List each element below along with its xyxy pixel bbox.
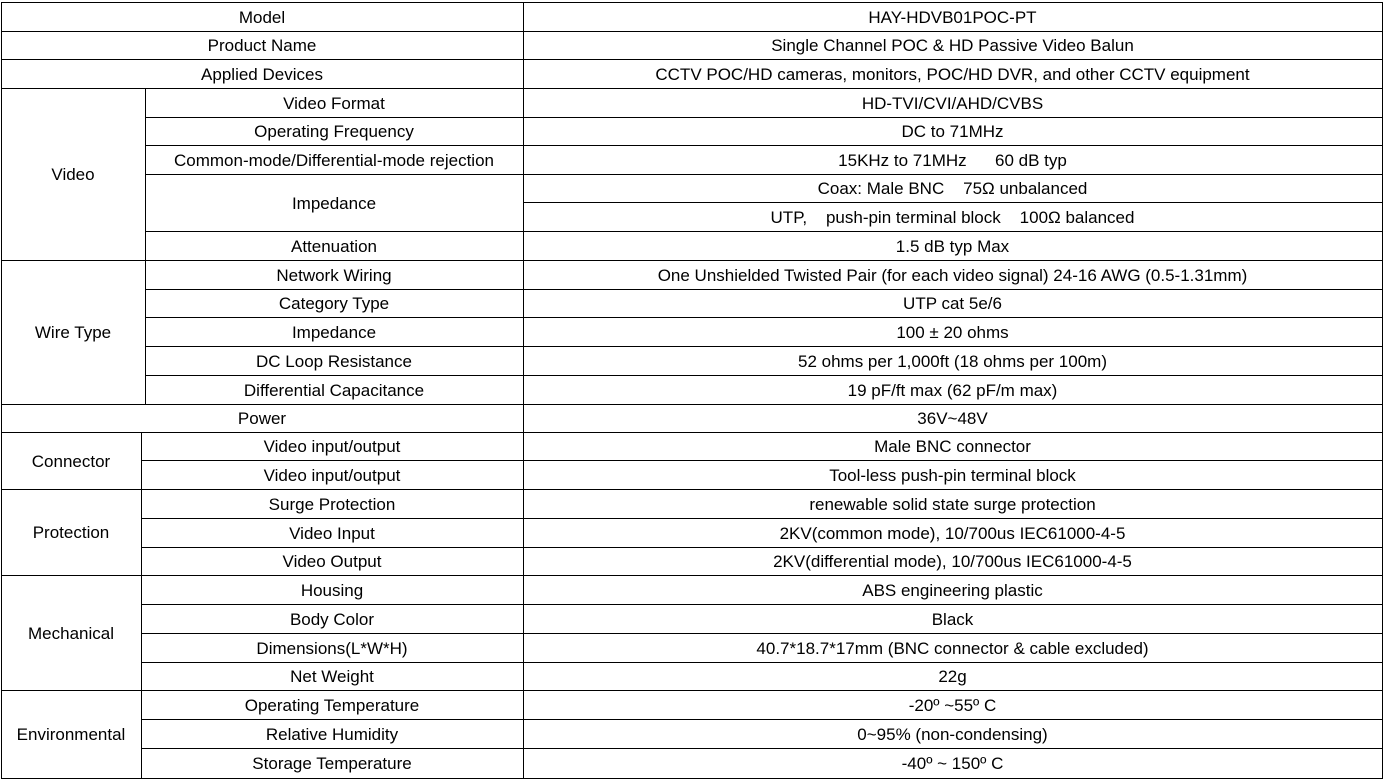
spec-label: Differential Capacitance: [243, 380, 425, 400]
spec-label: Housing: [300, 580, 364, 600]
table-border-right: [1382, 2, 1383, 779]
spec-value: 2KV(differential mode), 10/700us IEC61000-4-5: [773, 552, 1132, 571]
spec-value: 22g: [938, 667, 967, 686]
spec-value: UTP, push-pin terminal block 100Ω balanced: [770, 207, 1135, 227]
spec-label: Body Color: [289, 609, 375, 629]
spec-value: -40º ~ 150º C: [901, 754, 1004, 773]
spec-label: Common-mode/Differential-mode rejection: [174, 150, 494, 170]
group-label-video: Video: [51, 165, 95, 184]
spec-label: Video input/output: [263, 465, 401, 485]
spec-value: renewable solid state surge protection: [809, 494, 1096, 514]
spec-label: Net Weight: [290, 667, 374, 686]
spec-value: 52 ohms per 1,000ft (18 ohms per 100m): [798, 351, 1107, 371]
spec-label: Relative Humidity: [265, 724, 399, 744]
spec-label: Operating Temperature: [244, 695, 420, 715]
spec-value: Male BNC connector: [874, 437, 1031, 456]
spec-label: Surge Protection: [268, 494, 396, 514]
spec-label: DC Loop Resistance: [256, 351, 412, 371]
spec-value: ABS engineering plastic: [862, 580, 1043, 600]
spec-value: DC to 71MHz: [901, 122, 1004, 141]
spec-label: Network Wiring: [276, 265, 392, 285]
spec-label: Dimensions(L*W*H): [256, 638, 408, 658]
spec-value: 15KHz to 71MHz 60 dB typ: [838, 150, 1067, 170]
row-label-model: Model: [238, 7, 286, 27]
spec-value: 1.5 dB typ Max: [895, 236, 1010, 256]
group-label-connector: Connector: [31, 451, 111, 471]
spec-label: Video input/output: [263, 437, 401, 456]
spec-value: -20º ~55º C: [908, 695, 997, 715]
spec-label: Video Format: [283, 93, 385, 113]
spec-value: 100 ± 20 ohms: [896, 322, 1009, 342]
spec-value: UTP cat 5e/6: [903, 294, 1002, 313]
spec-label: Category Type: [278, 294, 390, 313]
spec-value: 2KV(common mode), 10/700us IEC61000-4-5: [779, 523, 1126, 543]
row-value-product-name: Single Channel POC & HD Passive Video Balun: [771, 36, 1134, 55]
spec-label: Operating Frequency: [254, 122, 414, 141]
spec-label: Impedance: [291, 193, 377, 213]
spec-label: Impedance: [291, 322, 377, 342]
spec-label: Storage Temperature: [252, 754, 412, 773]
row-label-power: Power: [237, 409, 287, 428]
row-value-applied-devices: CCTV POC/HD cameras, monitors, POC/HD DVR, and other CCTV equipment: [655, 64, 1250, 84]
group-label-wire-type: Wire Type: [34, 323, 112, 342]
group-label-protection: Protection: [32, 523, 110, 542]
row-value-model: HAY-HDVB01POC-PT: [868, 7, 1037, 27]
spec-label: Video Input: [289, 523, 375, 543]
group-label-environmental: Environmental: [16, 725, 126, 744]
row-label-applied-devices: Applied Devices: [201, 64, 323, 84]
row-label-product-name: Product Name: [207, 36, 317, 55]
spec-value: HD-TVI/CVI/AHD/CVBS: [861, 93, 1044, 113]
table-border-bottom: [1, 778, 1382, 779]
spec-value: 19 pF/ft max (62 pF/m max): [847, 380, 1058, 400]
spec-value: 0~95% (non-condensing): [857, 724, 1048, 744]
spec-value: Tool-less push-pin terminal block: [829, 465, 1076, 485]
spec-value: Coax: Male BNC 75Ω unbalanced: [817, 179, 1088, 198]
spec-value: One Unshielded Twisted Pair (for each video signal) 24-16 AWG (0.5-1.31mm): [657, 265, 1248, 285]
spec-label: Video Output: [282, 552, 382, 571]
spec-value: Black: [931, 609, 974, 629]
row-value-power: 36V~48V: [917, 409, 988, 428]
group-label-mechanical: Mechanical: [28, 623, 114, 643]
spec-label: Attenuation: [290, 236, 377, 256]
spec-value: 40.7*18.7*17mm (BNC connector & cable excluded): [756, 638, 1149, 658]
